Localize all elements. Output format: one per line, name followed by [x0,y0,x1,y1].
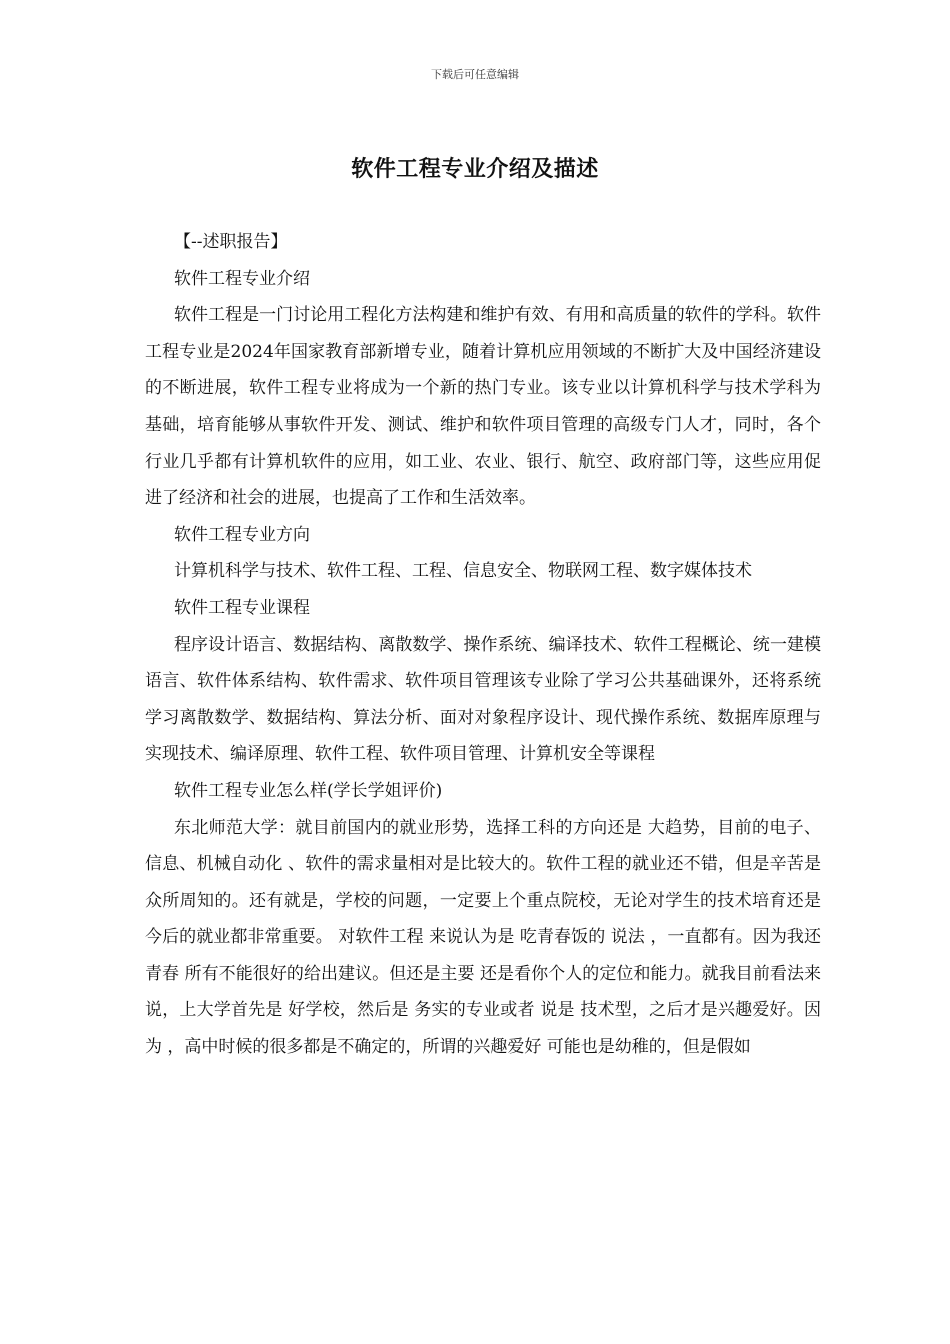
section-heading-evaluation: 软件工程专业怎么样(学长学姐评价) [174,780,443,801]
section-heading-courses: 软件工程专业课程 [174,597,310,618]
paragraph-direction: 计算机科学与技术、软件工程、工程、信息安全、物联网工程、数字媒体技术 [174,561,752,582]
section-heading-direction: 软件工程专业方向 [174,524,310,545]
paragraph-intro: 软件工程是一门讨论用工程化方法构建和维护有效、有用和高质量的软件的学科。软件工程专业是2024年国家教育部新增专业，随着计算机应用领域的不断扩大及中国经济建设的不断进展，软件工程专业将成为一个新的热门专业。该专业以计算机科学与技术学科为基础，培育能够从事软件开发、测试、维护和软件项目管理的高级专门人才，同时，各个行业几乎都有计算机软件的应用，如工业、农业、银行、航空、政府部门等，这些应用促进了经济和社会的进展，也提高了工作和生活效率。 [145,305,821,509]
section-heading-intro: 软件工程专业介绍 [174,268,310,289]
paragraph-courses: 程序设计语言、数据结构、离散数学、操作系统、编译技术、软件工程概论、统一建模语言、软件体系结构、软件需求、软件项目管理该专业除了学习公共基础课外，还将系统学习离散数学、数据结构、算法分析、面对对象程序设计、现代操作系统、数据库原理与实现技术、编译原理、软件工程、软件项目管理、计算机安全等课程 [145,634,821,765]
document-body [145,224,821,1066]
page-header-note: 下载后可任意编辑 [431,68,519,81]
document-title: 软件工程专业介绍及描述 [351,156,599,182]
paragraph-evaluation: 东北师范大学：就目前国内的就业形势，选择工科的方向还是 大趋势，目前的电子、信息、机械自动化 、软件的需求量相对是比较大的。软件工程的就业还不错，但是辛苦是众所周知的。还有就是，学校的问题，一定要上个重点院校，无论对学生的技术培育还是今后的就业都非常重要。 对软件工程 来说认为是 吃青春饭的 说法 ，一直都有。因为我还青春 所有不能很好的给出建议。但还是主要 还是看你个人的定位和能力。就我目前看法来说，上大学首先是 好学校，然后是 务实的专业或者 说是 技术型，之后才是兴趣爱好。因为 ，高中时候的很多都是不确定的，所谓的兴趣爱好 可能也是幼稚的，但是假如 [145,817,821,1058]
report-tag: 【--述职报告】 [174,232,288,252]
